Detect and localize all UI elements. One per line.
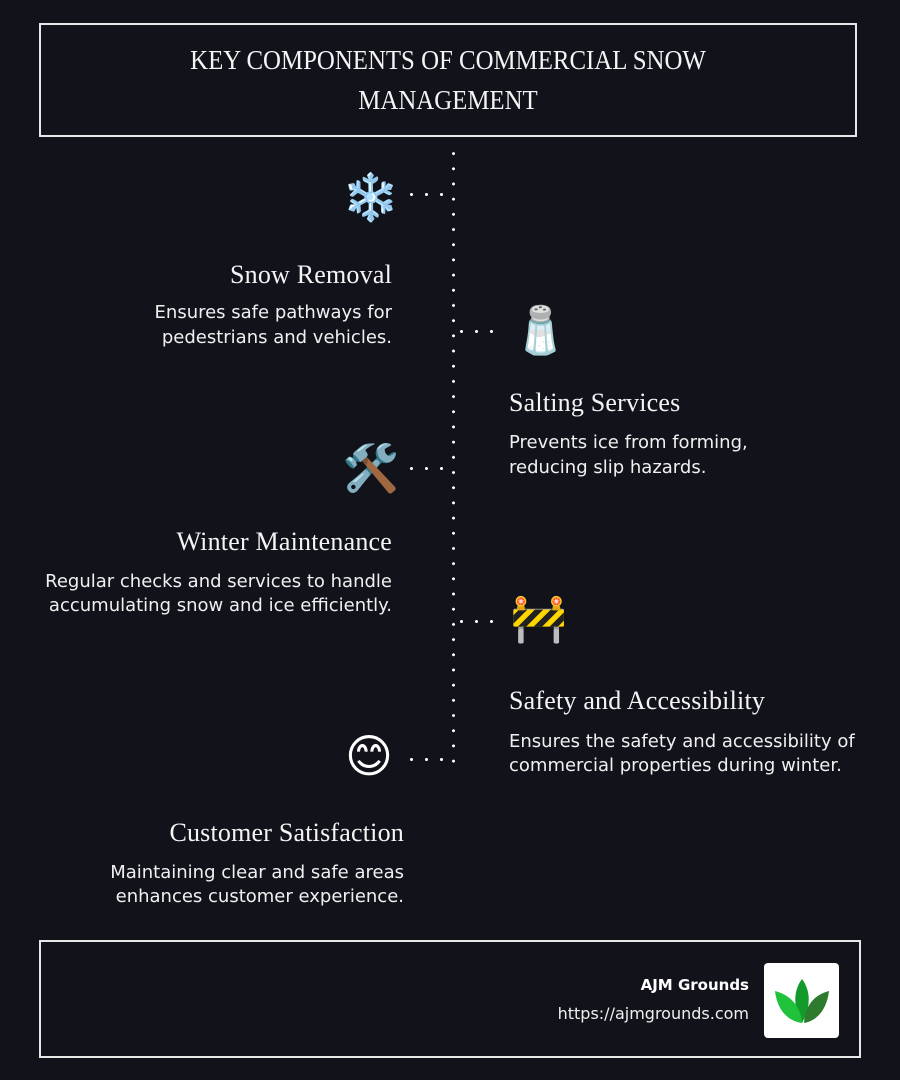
connector-winter-maintenance — [404, 467, 452, 470]
brand-url-link[interactable]: https://ajmgrounds.com — [557, 1004, 749, 1023]
item-desc-salting-services-1: Prevents ice from forming, — [509, 432, 748, 453]
item-desc-salting-services-2: reducing slip hazards. — [509, 457, 707, 478]
connector-salting-services — [454, 330, 502, 333]
item-title-safety-accessibility: Safety and Accessibility — [509, 686, 766, 715]
smiling-face-icon: 😊 — [345, 729, 393, 783]
item-desc-customer-satisfaction-2: enhances customer experience. — [115, 886, 404, 907]
item-desc-snow-removal-1: Ensures safe pathways for — [154, 302, 392, 323]
connector-snow-removal — [404, 193, 452, 196]
timeline-line — [452, 146, 455, 766]
salt-shaker-icon: 🧂 — [512, 303, 570, 357]
connector-safety-accessibility — [454, 620, 502, 623]
construction-barrier-icon: 🚧 — [510, 591, 568, 645]
leaf-logo-icon — [764, 963, 839, 1038]
item-title-customer-satisfaction: Customer Satisfaction — [169, 818, 404, 847]
item-desc-safety-accessibility-2: commercial properties during winter. — [509, 755, 842, 776]
item-title-snow-removal: Snow Removal — [229, 260, 392, 289]
item-desc-snow-removal-2: pedestrians and vehicles. — [161, 327, 392, 348]
item-desc-winter-maintenance-1: Regular checks and services to handle — [45, 571, 392, 592]
brand-name: AJM Grounds — [640, 976, 749, 994]
connector-customer-satisfaction — [404, 758, 452, 761]
hammer-and-wrench-icon: 🛠️ — [342, 441, 400, 495]
title-box — [39, 23, 857, 137]
snowflake-icon: ❄️ — [342, 170, 400, 224]
item-desc-safety-accessibility-1: Ensures the safety and accessibility of — [509, 731, 855, 752]
item-title-winter-maintenance: Winter Maintenance — [176, 527, 392, 556]
footer — [39, 940, 861, 1058]
item-desc-customer-satisfaction-1: Maintaining clear and safe areas — [110, 862, 404, 883]
page-title: KEY COMPONENTS OF COMMERCIAL SNOW MANAGEMENT — [190, 45, 706, 115]
item-title-salting-services: Salting Services — [509, 388, 681, 417]
item-desc-winter-maintenance-2: accumulating snow and ice efficiently. — [48, 595, 392, 616]
